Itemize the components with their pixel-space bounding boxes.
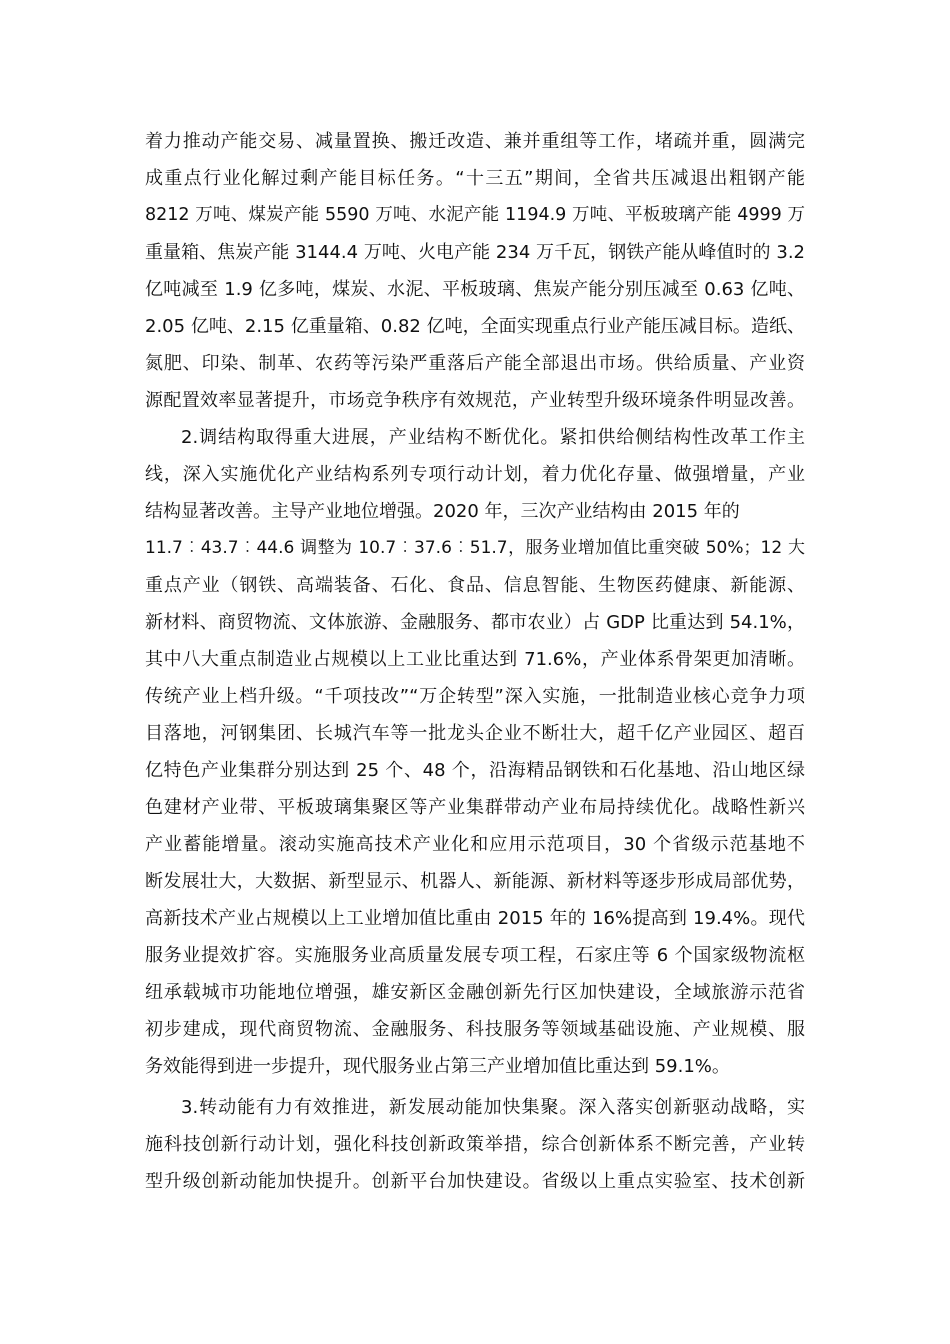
text-line: 务效能得到进一步提升，现代服务业占第三产业增加值比重达到 59.1%。 <box>145 1056 730 1077</box>
text-line: 产业蓄能增量。滚动实施高技术产业化和应用示范项目，30 个省级示范基地不 <box>145 834 805 855</box>
text-line: 重点产业（钢铁、高端装备、石化、食品、信息智能、生物医药健康、新能源、 <box>145 575 805 596</box>
text-line: 3.转动能有力有效推进，新发展动能加快集聚。深入落实创新驱动战略，实 <box>181 1097 805 1118</box>
text-line: 型升级创新动能加快提升。创新平台加快建设。省级以上重点实验室、技术创新 <box>145 1171 805 1192</box>
text-line: 色建材产业带、平板玻璃集聚区等产业集群带动产业布局持续优化。战略性新兴 <box>145 797 805 818</box>
text-line: 成重点行业化解过剩产能目标任务。“十三五”期间，全省共压减退出粗钢产能 <box>145 168 805 189</box>
text-line: 亿特色产业集群分别达到 25 个、48 个，沿海精品钢铁和石化基地、沿山地区绿 <box>145 760 805 781</box>
paragraph-new-momentum <box>145 1089 805 1200</box>
text-line: 2.调结构取得重大进展，产业结构不断优化。紧扣供给侧结构性改革工作主 <box>181 427 805 448</box>
text-line: 纽承载城市功能地位增强，雄安新区金融创新先行区加快建设，全域旅游示范省 <box>145 982 805 1003</box>
text-line: 2.05 亿吨、2.15 亿重量箱、0.82 亿吨，全面实现重点行业产能压减目标。造纸、 <box>145 316 805 337</box>
text-line: 传统产业上档升级。“千项技改”“万企转型”深入实施，一批制造业核心竞争力项 <box>145 686 805 707</box>
document-body <box>145 123 805 1200</box>
text-line: 8212 万吨、煤炭产能 5590 万吨、水泥产能 1194.9 万吨、平板玻璃产能 4999 万 <box>145 205 805 225</box>
text-line: 断发展壮大，大数据、新型显示、机器人、新能源、新材料等逐步形成局部优势， <box>145 871 805 892</box>
text-line: 亿吨减至 1.9 亿多吨，煤炭、水泥、平板玻璃、焦炭产能分别压减至 0.63 亿吨、 <box>145 279 805 300</box>
text-line: 线，深入实施优化产业结构系列专项行动计划，着力优化存量、做强增量，产业 <box>145 464 805 485</box>
text-line: 施科技创新行动计划，强化科技创新政策举措，综合创新体系不断完善，产业转 <box>145 1134 805 1155</box>
paragraph-capacity-reduction <box>145 123 805 419</box>
text-line: 氮肥、印染、制革、农药等污染严重落后产能全部退出市场。供给质量、产业资 <box>145 353 805 374</box>
text-line: 源配置效率显著提升，市场竞争秩序有效规范，产业转型升级环境条件明显改善。 <box>145 390 805 411</box>
text-line: 新材料、商贸物流、文体旅游、金融服务、都市农业）占 GDP 比重达到 54.1%， <box>145 612 805 633</box>
text-line: 初步建成，现代商贸物流、金融服务、科技服务等领域基础设施、产业规模、服 <box>145 1019 805 1040</box>
text-line: 其中八大重点制造业占规模以上工业比重达到 71.6%，产业体系骨架更加清晰。 <box>145 649 805 670</box>
text-line: 服务业提效扩容。实施服务业高质量发展专项工程，石家庄等 6 个国家级物流枢 <box>145 945 805 966</box>
text-line: 目落地，河钢集团、长城汽车等一批龙头企业不断壮大，超千亿产业园区、超百 <box>145 723 805 744</box>
text-line: 着力推动产能交易、减量置换、搬迁改造、兼并重组等工作，堵疏并重，圆满完 <box>145 131 805 152</box>
text-line: 结构显著改善。主导产业地位增强。2020 年，三次产业结构由 2015 年的 <box>145 501 740 522</box>
text-line: 高新技术产业占规模以上工业增加值比重由 2015 年的 16%提高到 19.4%。现代 <box>145 908 805 929</box>
text-line: 重量箱、焦炭产能 3144.4 万吨、火电产能 234 万千瓦，钢铁产能从峰值时的 3.2 <box>145 242 805 263</box>
text-line: 11.7︰43.7︰44.6 调整为 10.7︰37.6︰51.7，服务业增加值比重突破 50%；12 大 <box>145 538 805 558</box>
paragraph-structure-adjustment <box>145 419 805 1085</box>
